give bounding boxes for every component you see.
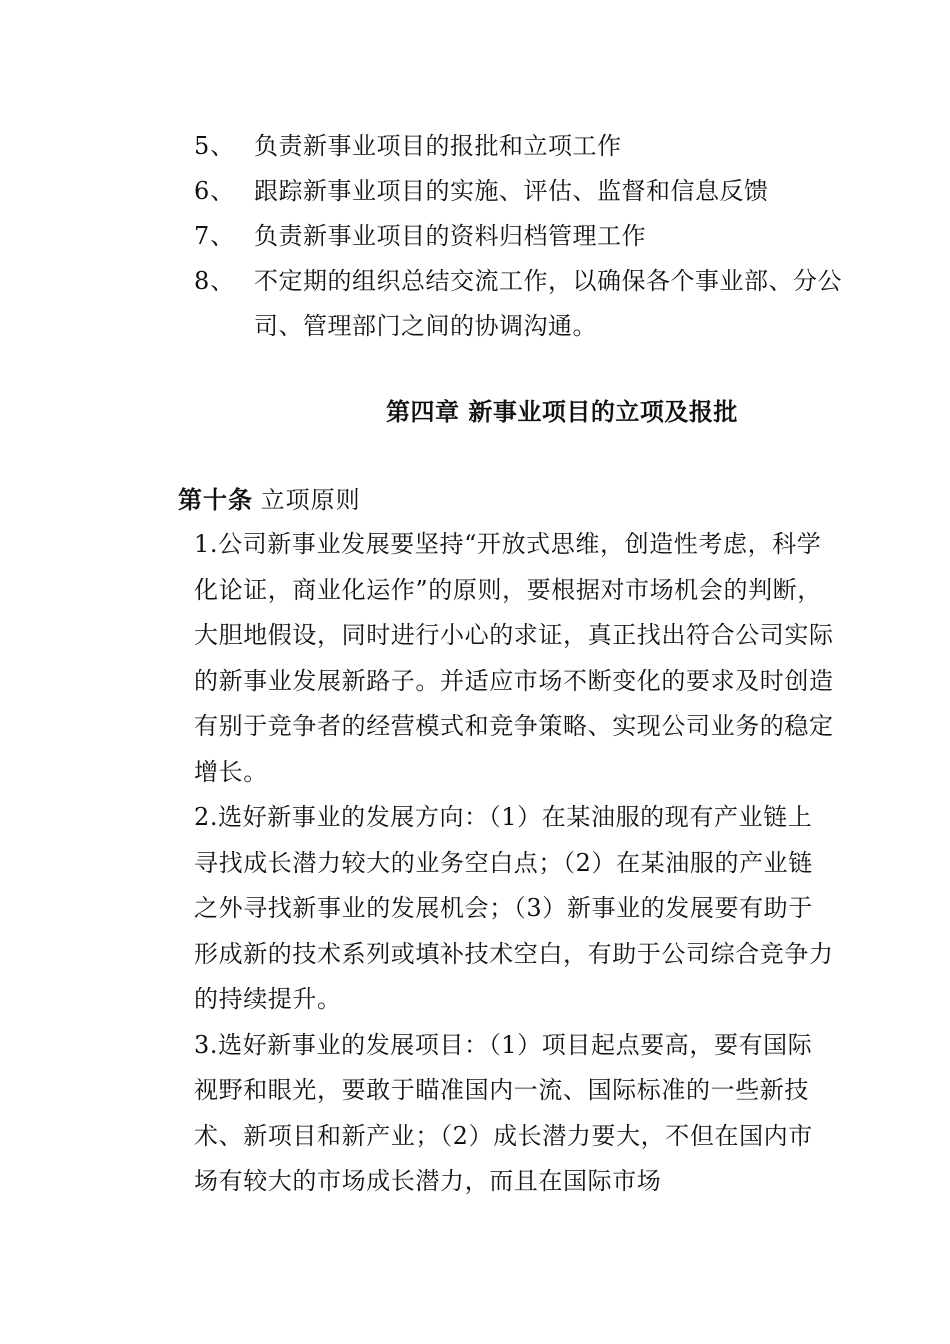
list-item <box>194 169 844 214</box>
list-item-number: 5、 <box>194 132 236 160</box>
list-item <box>194 214 844 259</box>
article-title: 立项原则 <box>260 486 361 514</box>
duty-list <box>194 124 844 349</box>
list-item <box>194 124 844 169</box>
paragraph: 3.选好新事业的发展项目：（1）项目起点要高，要有国际视野和眼光，要敢于瞄准国内一流、国际标准的一些新技术、新项目和新产业；（2）成长潜力要大，不但在国内市场有较大的市场成长潜力，而且在国际市场 <box>194 1030 813 1195</box>
list-item <box>194 259 844 349</box>
list-item-number: 7、 <box>194 222 236 250</box>
paragraph: 1.公司新事业发展要坚持“开放式思维，创造性考虑，科学化论证，商业化运作”的原则，要根据对市场机会的判断，大胆地假设，同时进行小心的求证，真正找出符合公司实际的新事业发展新路子。并适应市场不断变化的要求及时创造有别于竞争者的经营模式和竞争策略、实现公司业务的稳定增长。 <box>194 530 834 786</box>
paragraph: 2.选好新事业的发展方向：（1）在某油服的现有产业链上寻找成长潜力较大的业务空白点；（2）在某油服的产业链之外寻找新事业的发展机会；（3）新事业的发展要有助于形成新的技术系列或填补技术空白，有助于公司综合竞争力的持续提升。 <box>194 803 834 1013</box>
list-item-text: 负责新事业项目的资料归档管理工作 <box>254 222 646 250</box>
chapter-title: 第四章 新事业项目的立项及报批 <box>386 397 738 426</box>
list-item-text: 不定期的组织总结交流工作，以确保各个事业部、分公司、管理部门之间的协调沟通。 <box>254 267 842 340</box>
list-item-text: 跟踪新事业项目的实施、评估、监督和信息反馈 <box>254 177 769 205</box>
list-item-number: 8、 <box>194 267 236 295</box>
article-body <box>194 522 834 1205</box>
list-item-text: 负责新事业项目的报批和立项工作 <box>254 132 622 160</box>
article-heading <box>178 480 361 520</box>
article-label: 第十条 <box>178 485 253 514</box>
list-item-number: 6、 <box>194 177 236 205</box>
